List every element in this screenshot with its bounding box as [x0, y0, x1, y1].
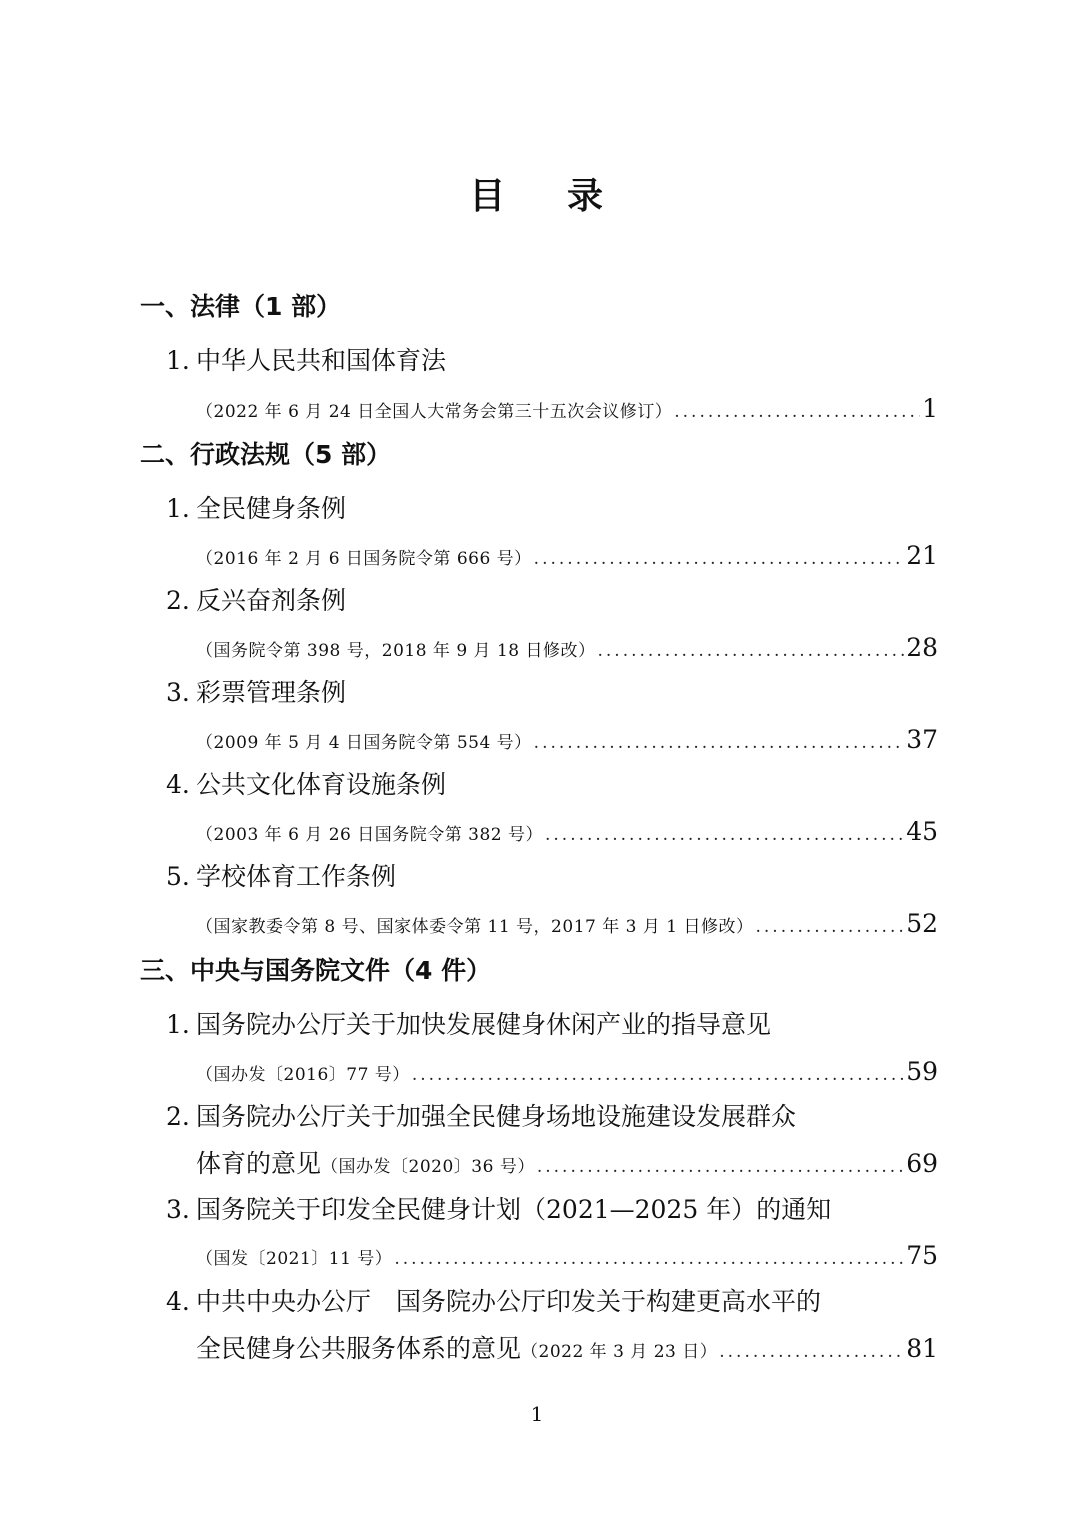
item-title: 彩票管理条例	[196, 678, 347, 707]
page-ref: 21	[906, 541, 938, 570]
item-source: （2022 年 3 月 23 日）	[521, 1342, 718, 1362]
section-heading-documents	[0, 948, 1074, 994]
item-number: 1.	[166, 494, 190, 523]
toc-item-title-row[interactable]	[0, 1187, 1074, 1233]
item-title: 学校体育工作条例	[196, 862, 397, 891]
item-number: 2.	[166, 586, 190, 615]
section-heading: 二、行政法规（5 部）	[140, 440, 392, 469]
leader-dots	[674, 389, 920, 435]
item-source: （2003 年 6 月 26 日国务院令第 382 号）	[196, 825, 543, 845]
page-ref: 81	[906, 1334, 938, 1363]
item-number: 1.	[166, 346, 190, 375]
item-title: 反兴奋剂条例	[196, 586, 347, 615]
item-source: （国办发〔2020〕36 号）	[321, 1157, 535, 1177]
page-ref: 75	[906, 1241, 938, 1270]
leader-dots	[534, 536, 905, 582]
leader-dots	[545, 812, 904, 858]
item-number: 3.	[166, 1195, 190, 1224]
title-char-2: 录	[567, 176, 605, 217]
page-number: 1	[530, 1402, 544, 1426]
toc-item-title-row[interactable]	[0, 486, 1074, 532]
leader-dots	[537, 1144, 904, 1190]
item-title: 国务院办公厅关于加快发展健身休闲产业的指导意见	[196, 1010, 772, 1039]
title-char-1: 目	[469, 176, 507, 217]
section-heading: 三、中央与国务院文件（4 件）	[140, 956, 492, 985]
leader-dots	[534, 720, 905, 766]
section-heading: 一、法律（1 部）	[140, 292, 342, 321]
item-number: 5.	[166, 862, 190, 891]
leader-dots	[394, 1236, 904, 1282]
toc-item-source-row[interactable]	[0, 1141, 1074, 1187]
item-source: （国办发〔2016〕77 号）	[196, 1065, 410, 1085]
toc-item-source-row[interactable]	[0, 717, 1074, 763]
toc-item-title-row[interactable]	[0, 578, 1074, 624]
item-source: （国务院令第 398 号，2018 年 9 月 18 日修改）	[196, 641, 596, 661]
toc-item-title-row[interactable]	[0, 1002, 1074, 1048]
toc-item-source-row[interactable]	[0, 533, 1074, 579]
item-source: （国家教委令第 8 号、国家体委令第 11 号，2017 年 3 月 1 日修改）	[196, 917, 754, 937]
toc-item-source-row[interactable]	[0, 1326, 1074, 1372]
item-title: 国务院关于印发全民健身计划（2021—2025 年）的通知	[196, 1195, 832, 1224]
item-number: 4.	[166, 1287, 190, 1316]
item-source: （2016 年 2 月 6 日国务院令第 666 号）	[196, 549, 532, 569]
page-ref: 69	[906, 1149, 938, 1178]
toc-item-title-row[interactable]	[0, 1094, 1074, 1140]
section-heading-law	[0, 284, 1074, 330]
page-ref: 52	[906, 909, 938, 938]
page-ref: 1	[922, 394, 938, 423]
item-title-continued: 体育的意见	[196, 1149, 322, 1178]
toc-item-title-row[interactable]	[0, 762, 1074, 808]
toc-item-source-row[interactable]	[0, 1049, 1074, 1095]
item-source: （2009 年 5 月 4 日国务院令第 554 号）	[196, 733, 532, 753]
toc-item-title-row[interactable]	[0, 670, 1074, 716]
toc-item-title-row[interactable]	[0, 1279, 1074, 1325]
leader-dots	[719, 1329, 904, 1375]
item-number: 1.	[166, 1010, 190, 1039]
toc-item-source-row[interactable]	[0, 386, 1074, 432]
toc-item-source-row[interactable]	[0, 1233, 1074, 1279]
item-title: 公共文化体育设施条例	[196, 770, 447, 799]
leader-dots	[755, 904, 904, 950]
page-ref: 37	[906, 725, 938, 754]
toc-item-source-row[interactable]	[0, 625, 1074, 671]
item-source: （国发〔2021〕11 号）	[196, 1249, 393, 1269]
leader-dots	[412, 1052, 904, 1098]
page-ref: 45	[906, 817, 938, 846]
page-ref: 28	[906, 633, 938, 662]
item-number: 2.	[166, 1102, 190, 1131]
item-title-continued: 全民健身公共服务体系的意见	[196, 1334, 522, 1363]
item-number: 4.	[166, 770, 190, 799]
section-heading-regulations	[0, 432, 1074, 478]
item-source: （2022 年 6 月 24 日全国人大常务会第三十五次会议修订）	[196, 402, 673, 422]
toc-item-title-row[interactable]	[0, 338, 1074, 384]
item-title: 中华人民共和国体育法	[196, 346, 447, 375]
toc-item-title-row[interactable]	[0, 854, 1074, 900]
leader-dots	[598, 628, 905, 674]
toc-item-source-row[interactable]	[0, 809, 1074, 855]
page-title	[0, 168, 1074, 219]
page-ref: 59	[906, 1057, 938, 1086]
item-title: 全民健身条例	[196, 494, 347, 523]
item-title: 中共中央办公厅 国务院办公厅印发关于构建更高水平的	[196, 1287, 822, 1316]
item-title: 国务院办公厅关于加强全民健身场地设施建设发展群众	[196, 1102, 797, 1131]
item-number: 3.	[166, 678, 190, 707]
toc-item-source-row[interactable]	[0, 901, 1074, 947]
